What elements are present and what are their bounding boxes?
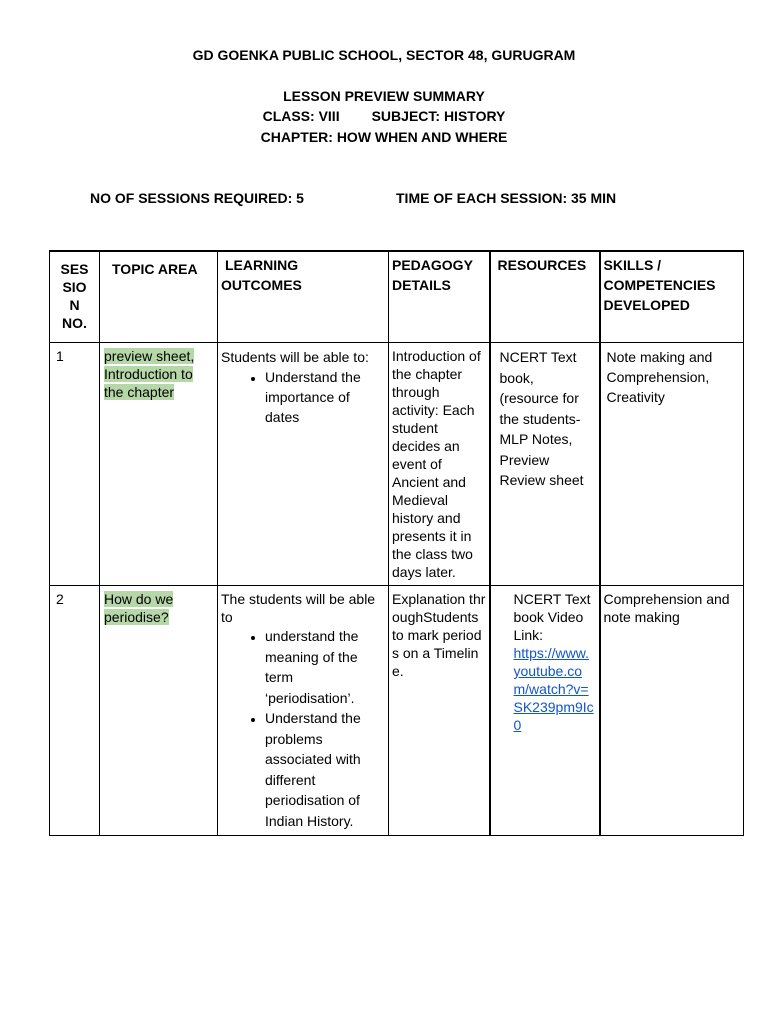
header-text: OUTCOMES [221, 277, 302, 293]
skills-cell: Note making and Comprehension, Creativity [600, 343, 744, 586]
list-item: • Understand the importance of dates [265, 367, 385, 427]
list-item: • Understand the problems associated with different periodisation of Indian History. [265, 708, 385, 831]
document-title: LESSON PREVIEW SUMMARY [283, 88, 485, 104]
outcomes-cell [218, 586, 389, 836]
skills-cell: Comprehension and note making [600, 586, 744, 836]
class-subject-line [0, 108, 768, 125]
pedagogy-cell: Introduction of the chapter through activity: Each student decides an event of Ancient and Medieval history and presents it in the class two days later. [389, 343, 490, 586]
list-item: • understand the meaning of the term ‘periodisation’. [265, 626, 385, 708]
topic-text: preview sheet, Introduction to the chapter [104, 348, 195, 400]
header-text: LEARNING [225, 257, 299, 273]
chapter-title: CHAPTER: HOW WHEN AND WHERE [260, 129, 508, 145]
session-number: 1 [50, 343, 100, 586]
lesson-table [49, 250, 744, 836]
header-text: SKILLS / [603, 257, 662, 273]
topic-cell [100, 343, 218, 586]
header-text: NO. [62, 315, 87, 331]
topic-cell [100, 586, 218, 836]
header-resources: RESOURCES [490, 251, 600, 343]
header-text: DEVELOPED [603, 297, 690, 313]
header-text: SIO [62, 279, 87, 295]
topic-text: How do we periodise? [104, 591, 174, 625]
outcomes-intro: Students will be able to: [221, 349, 369, 365]
header-topic: TOPIC AREA [100, 251, 218, 343]
header-session [50, 251, 100, 343]
header-text: PEDAGOGY [392, 257, 473, 273]
pedagogy-cell: Explanation throughStudents to mark periods on a Timeline. [389, 586, 490, 836]
header-text: N [69, 297, 80, 313]
resources-cell: NCERT Text book, (resource for the students-MLP Notes, Preview Review sheet [490, 343, 600, 586]
video-link[interactable]: https://www.youtube.com/watch?v=SK239pm9Ic0 [513, 645, 594, 733]
outcomes-intro: The students will be able to [221, 591, 376, 625]
resources-text: NCERT Text book Video Link: [513, 591, 591, 643]
session-time: TIME OF EACH SESSION: 35 MIN [396, 190, 617, 206]
table-header-row [50, 251, 744, 343]
session-number: 2 [50, 586, 100, 836]
outcomes-cell [218, 343, 389, 586]
subject-label: SUBJECT: HISTORY [371, 108, 506, 124]
header-skills [600, 251, 744, 343]
header-outcomes [218, 251, 389, 343]
outcomes-list [221, 626, 385, 831]
header-text: COMPETENCIES [603, 277, 716, 293]
school-name: GD GOENKA PUBLIC SCHOOL, SECTOR 48, GURUGRAM [192, 47, 576, 63]
table-row [50, 586, 744, 836]
table-row [50, 343, 744, 586]
sessions-required: NO OF SESSIONS REQUIRED: 5 [90, 190, 304, 206]
class-label: CLASS: VIII [262, 108, 340, 124]
resources-cell [490, 586, 600, 836]
header-pedagogy [389, 251, 490, 343]
outcomes-list [221, 367, 385, 427]
header-text: DETAILS [392, 277, 451, 293]
header-text: SES [60, 261, 89, 277]
